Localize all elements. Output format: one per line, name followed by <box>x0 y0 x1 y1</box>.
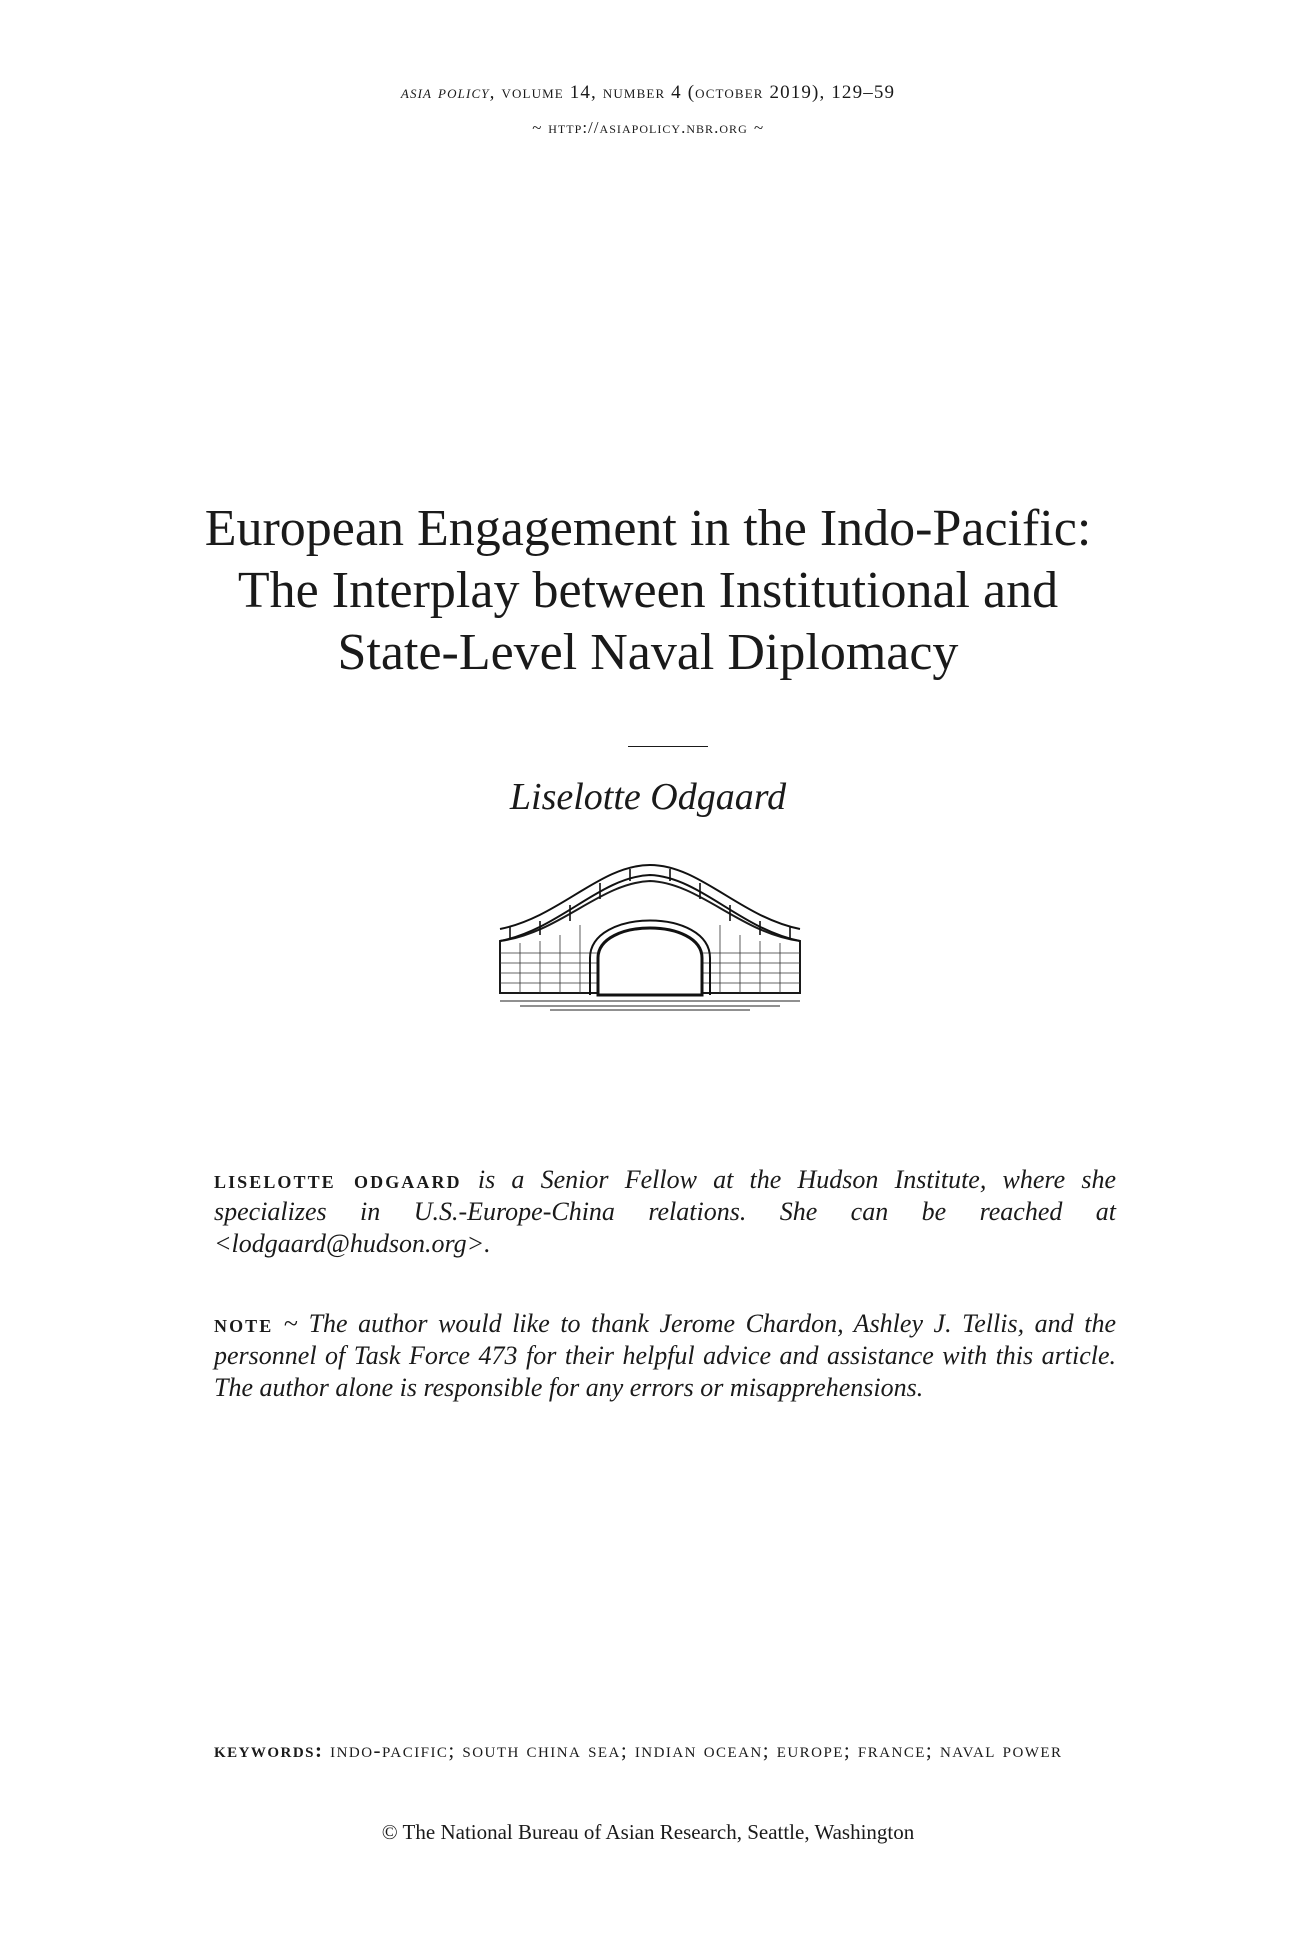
bio-author-name: liselotte odgaard <box>214 1165 462 1194</box>
swash-ornament-note: ~ <box>283 1309 298 1338</box>
title-line-3: State-Level Naval Diplomacy <box>337 624 959 681</box>
journal-url-line <box>0 118 1296 138</box>
keywords-label: keywords: <box>214 1738 324 1762</box>
note-label: note <box>214 1309 274 1338</box>
keywords <box>214 1733 1116 1767</box>
note-text: The author would like to thank Jerome Chardon, Ashley J. Tellis, and the personnel of Task Force 473 for their helpful advice and assistance with this article. The author alone is responsible for any errors or misapprehensions. <box>214 1309 1116 1402</box>
issue-info: volume 14, number 4 (october 2019), 129–59 <box>501 82 896 103</box>
journal-url[interactable]: http://asiapolicy.nbr.org <box>548 118 748 137</box>
title-line-1: European Engagement in the Indo-Pacific: <box>204 500 1092 557</box>
keywords-text: indo-pacific; south china sea; indian ocean; europe; france; naval power <box>330 1738 1063 1762</box>
journal-name: asia policy, <box>400 82 496 103</box>
bio-text: is a Senior Fellow at the Hudson Institute, where she specializes in U.S.-Europe-China relations. She can be reached at <lodgaard@hudson.org>. <box>214 1165 1116 1258</box>
bridge-icon <box>480 863 820 1013</box>
acknowledgment-note <box>214 1308 1116 1404</box>
journal-citation <box>0 82 1296 104</box>
author-bio <box>214 1164 1116 1260</box>
author-name: Liselotte Odgaard <box>509 776 787 818</box>
title-divider <box>628 746 708 747</box>
article-title <box>0 498 1296 684</box>
title-line-2: The Interplay between Institutional and <box>237 562 1059 619</box>
swash-ornament-right: ~ <box>753 118 764 137</box>
swash-ornament-left: ~ <box>532 118 543 137</box>
copyright-notice: © The National Bureau of Asian Research, Seattle, Washington <box>381 1820 915 1844</box>
